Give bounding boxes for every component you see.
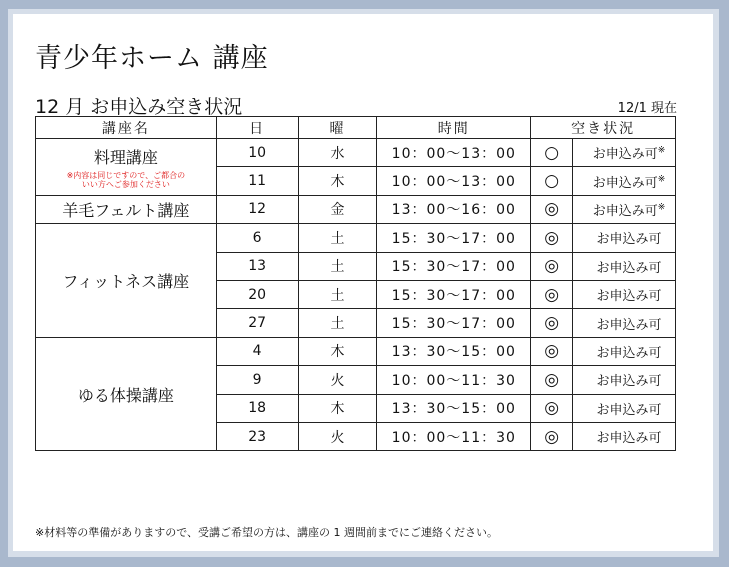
status-text: お申込み可 [596,232,662,248]
status-cell [573,280,676,308]
header-time: 時間 [377,117,531,139]
header-status: 空き状況 [531,117,676,139]
status-text: お申込み可 [596,289,662,305]
course-name: 料理講座 [93,147,158,167]
footnote: ※材料等の準備がありますので、受講ご希望の方は、講座の 1 週間前までにご連絡ください。 [35,526,498,539]
time-cell: 10：00～13：00 [377,139,531,167]
status-text: お申込み可 [596,402,662,418]
status-cell [573,195,676,223]
course-name: フィットネス講座 [62,271,190,291]
availability-mark: ◎ [531,309,573,337]
availability-mark: ◎ [531,337,573,365]
time-cell: 10：00～11：30 [377,366,531,394]
course-name: 羊毛フェルト講座 [62,200,190,220]
course-name-cell [36,195,217,223]
availability-mark: ○ [531,139,573,167]
schedule-table [35,116,676,451]
day-cell: 6 [216,224,298,252]
availability-mark: ○ [531,167,573,195]
table-row [36,195,676,223]
status-cell [573,224,676,252]
time-cell: 15：30～17：00 [377,280,531,308]
day-cell: 18 [216,394,298,422]
weekday-cell: 土 [298,224,377,252]
as-of-date: 12/1 現在 [617,101,677,116]
availability-mark: ◎ [531,280,573,308]
status-star: ※ [657,202,666,213]
weekday-cell: 土 [298,280,377,308]
availability-mark: ◎ [531,252,573,280]
status-text: お申込み可 [592,203,658,219]
day-cell: 10 [216,139,298,167]
status-text: お申込み可 [592,147,658,163]
weekday-cell: 土 [298,252,377,280]
weekday-cell: 水 [298,139,377,167]
header-day: 日 [216,117,298,139]
weekday-cell: 木 [298,167,377,195]
frame-mat [8,9,719,557]
day-cell: 20 [216,280,298,308]
weekday-cell: 火 [298,422,377,450]
weekday-cell: 木 [298,337,377,365]
table-row [36,139,676,167]
time-cell: 13：30～15：00 [377,394,531,422]
weekday-cell: 木 [298,394,377,422]
page-subtitle: 12 月 お申込み空き状況 [35,96,243,118]
day-cell: 9 [216,366,298,394]
header-course: 講座名 [36,117,217,139]
status-text: お申込み可 [596,260,662,276]
course-name-cell [36,224,217,338]
status-cell [573,337,676,365]
availability-mark: ◎ [531,195,573,223]
time-cell: 10：00～11：30 [377,422,531,450]
course-note: ※内容は同じですので、ご都合の いい方へご参加ください [66,170,186,189]
table-row [36,224,676,252]
table-body [36,139,676,451]
weekday-cell: 土 [298,309,377,337]
status-cell [573,309,676,337]
status-text: お申込み可 [596,317,662,333]
weekday-cell: 金 [298,195,377,223]
time-cell: 13：30～15：00 [377,337,531,365]
availability-mark: ◎ [531,422,573,450]
day-cell: 4 [216,337,298,365]
status-text: お申込み可 [596,374,662,390]
course-name-cell [36,139,217,196]
status-text: お申込み可 [592,175,658,191]
availability-mark: ◎ [531,224,573,252]
day-cell: 11 [216,167,298,195]
status-cell [573,394,676,422]
time-cell: 15：30～17：00 [377,252,531,280]
day-cell: 12 [216,195,298,223]
status-star: ※ [657,174,666,185]
time-cell: 15：30～17：00 [377,224,531,252]
time-cell: 13：00～16：00 [377,195,531,223]
status-text: お申込み可 [596,345,662,361]
day-cell: 23 [216,422,298,450]
status-text: お申込み可 [596,431,662,447]
table-header-row [36,117,676,139]
status-cell [573,366,676,394]
time-cell: 15：30～17：00 [377,309,531,337]
status-cell [573,422,676,450]
status-cell [573,167,676,195]
availability-mark: ◎ [531,366,573,394]
table-row [36,337,676,365]
day-cell: 27 [216,309,298,337]
status-cell [573,139,676,167]
course-name: ゆる体操講座 [77,385,174,405]
weekday-cell: 火 [298,366,377,394]
status-cell [573,252,676,280]
course-name-cell [36,337,217,451]
status-star: ※ [657,145,666,156]
time-cell: 10：00～13：00 [377,167,531,195]
day-cell: 13 [216,252,298,280]
header-weekday: 曜 [298,117,377,139]
document-sheet [13,14,713,551]
page-title: 青少年ホーム 講座 [35,43,269,74]
availability-mark: ◎ [531,394,573,422]
